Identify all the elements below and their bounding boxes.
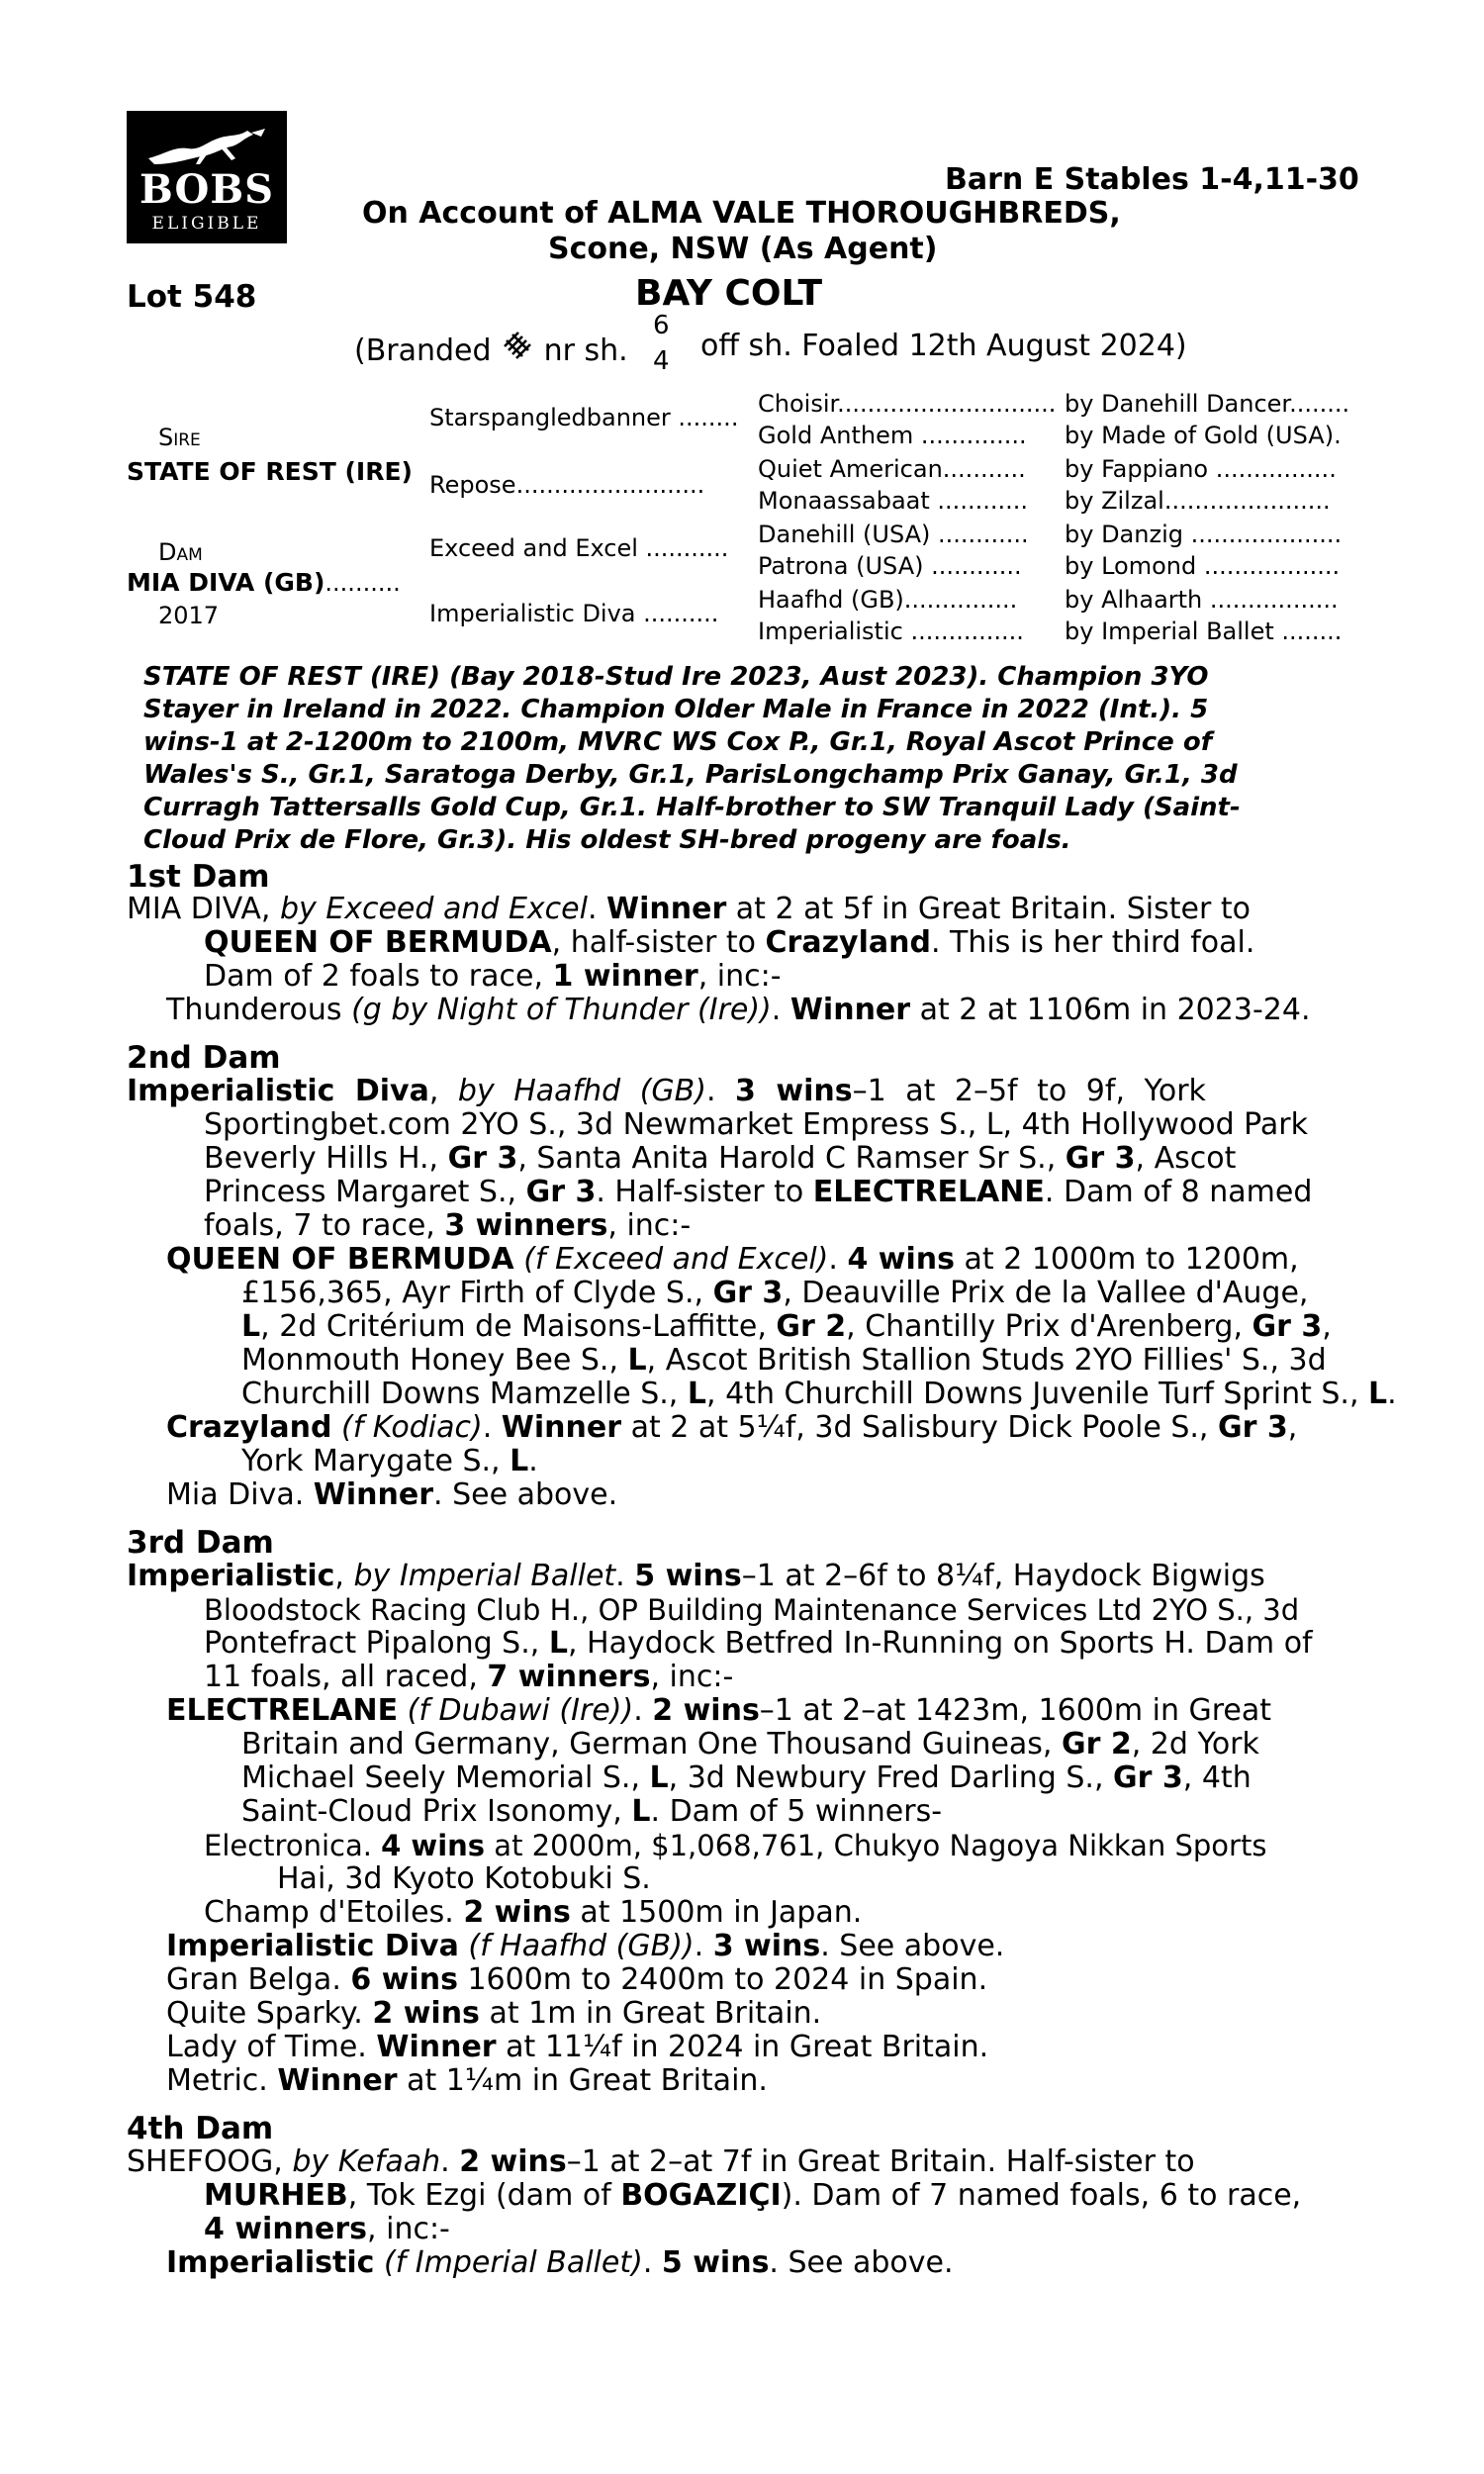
body-line: Hai, 3d Kyoto Kotobuki S. [277, 1861, 651, 1896]
branded-line [354, 329, 628, 368]
sire-summary-line: Stayer in Ireland in 2022. Champion Older Male in France in 2022 (Int.). 5 [143, 695, 1209, 724]
gen2-7: Haafhd (GB)............... [758, 586, 1018, 614]
body-line: MURHEB, Tok Ezgi (dam of BOGAZIÇI). Dam of 7 named foals, 6 to race, [204, 2178, 1302, 2213]
body-line: Quite Sparky. 2 wins at 1m in Great Britain. [166, 1996, 822, 2031]
branded-prefix: (Branded [354, 333, 492, 368]
dam-name: MIA DIVA (GB) [127, 568, 325, 597]
body-line: QUEEN OF BERMUDA (f Exceed and Excel). 4 wins at 2 1000m to 1200m, [166, 1242, 1299, 1277]
body-line: Michael Seely Memorial S., L, 3d Newbury Fred Darling S., Gr 3, 4th [241, 1760, 1252, 1795]
body-line: Pontefract Pipalong S., L, Haydock Betfred In-Running on Sports H. Dam of [204, 1626, 1313, 1661]
body-line: Dam of 2 foals to race, 1 winner, inc:- [204, 959, 782, 994]
sire-name: STATE OF REST (IRE) [127, 457, 413, 486]
body-line: Imperialistic Diva (f Haafhd (GB)). 3 wins. See above. [166, 1929, 1005, 1963]
body-line: Champ d'Etoiles. 2 wins at 1500m in Japan. [204, 1895, 863, 1930]
body-line: foals, 7 to race, 3 winners, inc:- [204, 1208, 692, 1243]
body-line: Crazyland (f Kodiac). Winner at 2 at 5¼f, 3d Salisbury Dick Poole S., Gr 3, [166, 1410, 1298, 1445]
gen1-sire-sire: Starspangledbanner ........ [429, 404, 739, 431]
gen3-1: by Danehill Dancer........ [1065, 390, 1350, 418]
horse-logo-icon [144, 125, 269, 170]
logo-line1: BOBS [139, 166, 275, 213]
logo-line2: ELIGIBLE [151, 214, 262, 234]
foaled-line: off sh. Foaled 12th August 2024) [700, 329, 1187, 363]
gen3-6: by Lomond .................. [1065, 552, 1341, 580]
body-line: £156,365, Ayr Firth of Clyde S., Gr 3, Deauville Prix de la Vallee d'Auge, [241, 1276, 1309, 1310]
body-line: Sportingbet.com 2YO S., 3d Newmarket Empress S., L, 4th Hollywood Park [204, 1107, 1308, 1142]
body-line: Thunderous (g by Night of Thunder (Ire)). Winner at 2 at 1106m in 2023-24. [166, 993, 1311, 1027]
account-line: On Account of ALMA VALE THOROUGHBREDS, [362, 196, 1121, 231]
body-line: Imperialistic (f Imperial Ballet). 5 wins. See above. [166, 2245, 954, 2280]
gen3-4: by Zilzal...................... [1065, 487, 1331, 515]
body-line: Electronica. 4 wins at 2000m, $1,068,761, Chukyo Nagoya Nikkan Sports [204, 1829, 1267, 1862]
sire-label: Sire [158, 424, 201, 451]
gen2-8: Imperialistic ............... [758, 618, 1024, 645]
body-line: 4 winners, inc:- [204, 2212, 450, 2246]
location-line: Scone, NSW (As Agent) [548, 232, 938, 266]
gen3-8: by Imperial Ballet ........ [1065, 618, 1343, 645]
section-2nd-dam: 2nd Dam [127, 1040, 281, 1076]
sire-summary-line: STATE OF REST (IRE) (Bay 2018-Stud Ire 2023, Aust 2023). Champion 3YO [143, 662, 1209, 692]
gen2-5: Danehill (USA) ............ [758, 521, 1029, 548]
brand-mark-icon [501, 329, 534, 362]
sire-summary-line: Cloud Prix de Flore, Gr.3). His oldest SH-bred progeny are foals. [143, 825, 1071, 855]
gen2-3: Quiet American........... [758, 455, 1026, 483]
horse-title: BAY COLT [635, 273, 823, 314]
gen3-2: by Made of Gold (USA). [1065, 422, 1342, 449]
gen1-sire-dam: Repose......................... [429, 471, 705, 499]
body-line: Monmouth Honey Bee S., L, Ascot British Stallion Studs 2YO Fillies' S., 3d [241, 1343, 1327, 1378]
dam-row: MIA DIVA (GB).......... [127, 568, 401, 597]
body-line: QUEEN OF BERMUDA, half-sister to Crazyland. This is her third foal. [204, 925, 1255, 960]
lot-number: Lot 548 [127, 279, 257, 315]
body-line: MIA DIVA, by Exceed and Excel. Winner at 2 at 5f in Great Britain. Sister to [127, 892, 1251, 926]
sire-summary [143, 661, 1360, 857]
body-line: Britain and Germany, German One Thousand Guineas, Gr 2, 2d York [241, 1727, 1259, 1761]
body-line: Bloodstock Racing Club H., OP Building Maintenance Services Ltd 2YO S., 3d [204, 1593, 1300, 1627]
nr-sh: nr sh. [543, 333, 628, 368]
gen2-1: Choisir............................. [758, 390, 1057, 418]
body-line: Lady of Time. Winner at 11¼f in 2024 in Great Britain. [166, 2030, 989, 2064]
gen3-3: by Fappiano ................ [1065, 455, 1337, 483]
body-line: SHEFOOG, by Kefaah. 2 wins–1 at 2–at 7f in Great Britain. Half-sister to [127, 2144, 1195, 2179]
bobs-eligible-logo [127, 111, 287, 243]
body-line: Princess Margaret S., Gr 3. Half-sister to ELECTRELANE. Dam of 8 named [204, 1175, 1313, 1209]
body-line: Churchill Downs Mamzelle S., L, 4th Churchill Downs Juvenile Turf Sprint S., L. [241, 1377, 1397, 1411]
body-line: Beverly Hills H., Gr 3, Santa Anita Harold C Ramser Sr S., Gr 3, Ascot [204, 1141, 1237, 1176]
gen1-dam-dam: Imperialistic Diva .......... [429, 600, 719, 627]
gen2-2: Gold Anthem .............. [758, 422, 1027, 449]
dam-label: Dam [158, 538, 203, 566]
sire-summary-line: wins-1 at 2-1200m to 2100m, MVRC WS Cox P., Gr.1, Royal Ascot Prince of [143, 727, 1213, 757]
body-line: Imperialistic, by Imperial Ballet. 5 wins–1 at 2–6f to 8¼f, Haydock Bigwigs [127, 1559, 1265, 1593]
body-line: Imperialistic Diva, by Haafhd (GB). 3 wins–1 at 2–5f to 9f, York [127, 1074, 1206, 1108]
gen3-5: by Danzig .................... [1065, 521, 1343, 548]
gen3-7: by Alhaarth ................. [1065, 586, 1339, 614]
body-line: Saint-Cloud Prix Isonomy, L. Dam of 5 winners- [241, 1794, 943, 1829]
body-line: Metric. Winner at 1¼m in Great Britain. [166, 2063, 768, 2098]
section-1st-dam: 1st Dam [127, 859, 270, 895]
body-line: ELECTRELANE (f Dubawi (Ire)). 2 wins–1 at 2–at 1423m, 1600m in Great [166, 1693, 1272, 1728]
sire-summary-line: Curragh Tattersalls Gold Cup, Gr.1. Half-brother to SW Tranquil Lady (Saint- [143, 793, 1241, 822]
body-line: Gran Belga. 6 wins 1600m to 2400m to 2024 in Spain. [166, 1962, 988, 1997]
body-line: York Marygate S., L. [241, 1444, 538, 1478]
gen1-dam-sire: Exceed and Excel ........... [429, 534, 729, 562]
gen2-4: Monaassabaat ............ [758, 487, 1028, 515]
off-top-digit: 6 [653, 311, 670, 340]
body-line: 11 foals, all raced, 7 winners, inc:- [204, 1660, 734, 1694]
gen2-6: Patrona (USA) ............ [758, 552, 1022, 580]
section-4th-dam: 4th Dam [127, 2111, 274, 2146]
dam-year: 2017 [158, 602, 220, 629]
off-bottom-digit: 4 [653, 346, 670, 376]
barn-stables: Barn E Stables 1-4,11-30 [945, 162, 1359, 197]
body-line: Mia Diva. Winner. See above. [166, 1477, 618, 1512]
sire-summary-line: Wales's S., Gr.1, Saratoga Derby, Gr.1, ParisLongchamp Prix Ganay, Gr.1, 3d [143, 760, 1238, 790]
body-line: L, 2d Critérium de Maisons-Laffitte, Gr 2, Chantilly Prix d'Arenberg, Gr 3, [241, 1309, 1332, 1344]
section-3rd-dam: 3rd Dam [127, 1525, 274, 1561]
